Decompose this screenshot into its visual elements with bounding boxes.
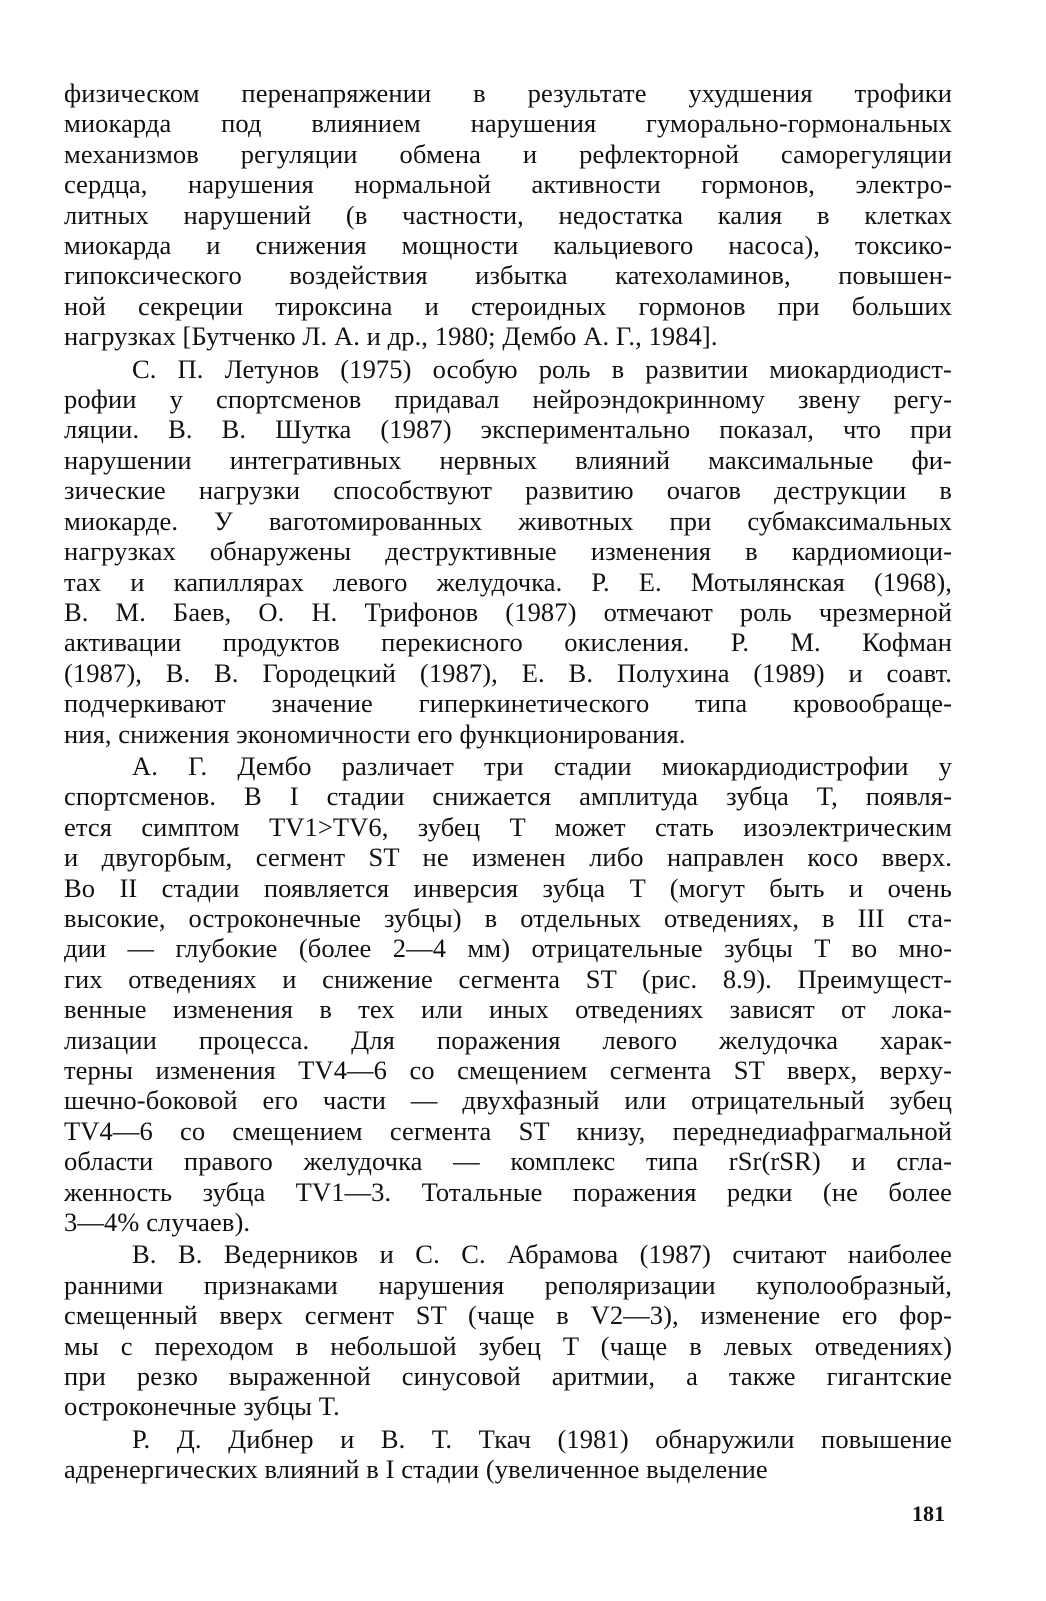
text-line: дии — глубокие (более 2—4 мм) отрицательные зубцы T во мно- (64, 933, 952, 964)
text-line: физическом перенапряжении в результате ухудшения трофики (64, 78, 952, 108)
paragraph (64, 78, 952, 352)
text-line: высокие, остроконечные зубцы) в отдельных отведениях, в III ста- (64, 902, 952, 933)
text-line: нарушении интегративных нервных влияний максимальные фи- (64, 444, 952, 475)
text-line: С. П. Летунов (1975) особую роль в развитии миокардиодист- (132, 353, 952, 384)
text-line: миокарда под влиянием нарушения гуморально-гормональных (64, 108, 952, 139)
text-line: гих отведениях и снижение сегмента ST (рис. 8.9). Преимущест- (64, 963, 952, 994)
text-line: нагрузках обнаружены деструктивные изменения в кардиомиоци- (64, 536, 952, 567)
text-line: и двугорбым, сегмент ST не изменен либо направлен косо вверх. (64, 842, 952, 873)
text-line: венные изменения в тех или иных отведениях зависят от лока- (64, 994, 952, 1025)
text-line: смещенный вверх сегмент ST (чаще в V2—3), изменение его фор- (64, 1300, 952, 1331)
paragraph (64, 1239, 952, 1421)
text-line: адренергических влияний в I стадии (увеличенное выделение (64, 1454, 768, 1485)
paragraph (64, 1424, 952, 1485)
text-line: сердца, нарушения нормальной активности гормонов, электро- (64, 169, 952, 200)
text-line: ния, снижения экономичности его функционирования. (64, 718, 686, 749)
text-line: миокарде. У ваготомированных животных при субмаксимальных (64, 505, 952, 536)
text-line: тах и капиллярах левого желудочка. Р. Е. Мотылянская (1968), (64, 566, 952, 597)
text-line: мы с переходом в небольшой зубец T (чаще в левых отведениях) (64, 1330, 952, 1361)
text-line: механизмов регуляции обмена и рефлекторной саморегуляции (64, 138, 952, 169)
paragraph (64, 354, 952, 749)
text-line: зические нагрузки способствуют развитию очагов деструкции в (64, 475, 952, 506)
text-line: при резко выраженной синусовой аритмии, а также гигантские (64, 1361, 952, 1392)
text-line: лизации процесса. Для поражения левого желудочка харак- (64, 1024, 952, 1055)
text-line: ется симптом TV1>TV6, зубец T может стать изоэлектрическим (64, 811, 952, 842)
text-line: Р. Д. Дибнер и В. Т. Ткач (1981) обнаружили повышение (132, 1423, 952, 1454)
text-line: ной секреции тироксина и стероидных гормонов при больших (64, 290, 952, 321)
text-line: ранними признаками нарушения реполяризации куполообразный, (64, 1269, 952, 1300)
text-line: (1987), В. В. Городецкий (1987), Е. В. Полухина (1989) и соавт. (64, 657, 952, 688)
text-line: остроконечные зубцы T. (64, 1391, 340, 1422)
paragraph (64, 751, 952, 1238)
text-line: женность зубца TV1—3. Тотальные поражения редки (не более (64, 1176, 952, 1207)
text-line: В. В. Ведерников и С. С. Абрамова (1987) считают наиболее (132, 1239, 952, 1270)
text-line: миокарда и снижения мощности кальциевого насоса), токсико- (64, 230, 952, 261)
text-line: нагрузках [Бутченко Л. А. и др., 1980; Дембо А. Г., 1984]. (64, 321, 718, 352)
page-number: 181 (912, 1501, 945, 1526)
text-line: В. М. Баев, О. Н. Трифонов (1987) отмечают роль чрезмерной (64, 596, 952, 627)
page-body (64, 78, 952, 1485)
text-line: области правого желудочка — комплекс типа rSr(rSR) и сгла- (64, 1146, 952, 1177)
text-line: Во II стадии появляется инверсия зубца T (могут быть и очень (64, 872, 952, 903)
text-line: активации продуктов перекисного окисления. Р. М. Кофман (64, 627, 952, 658)
text-line: гипоксического воздействия избытка катехоламинов, повышен- (64, 260, 952, 291)
text-line: терны изменения TV4—6 со смещением сегмента ST вверх, верху- (64, 1055, 952, 1085)
text-line: шечно-боковой его части — двухфазный или отрицательный зубец (64, 1085, 952, 1116)
text-line: литных нарушений (в частности, недостатка калия в клетках (64, 199, 952, 230)
text-line: ляции. В. В. Шутка (1987) экспериментально показал, что при (64, 414, 952, 445)
text-line: спортсменов. В I стадии снижается амплитуда зубца T, появля- (64, 781, 952, 812)
text-line: рофии у спортсменов придавал нейроэндокринному звену регу- (64, 384, 952, 415)
text-line: TV4—6 со смещением сегмента ST книзу, переднедиафрагмальной (64, 1115, 952, 1146)
text-line: подчеркивают значение гиперкинетического типа кровообраще- (64, 688, 952, 719)
text-line: А. Г. Дембо различает три стадии миокардиодистрофии у (132, 750, 952, 781)
text-line: 3—4% случаев). (64, 1207, 251, 1238)
